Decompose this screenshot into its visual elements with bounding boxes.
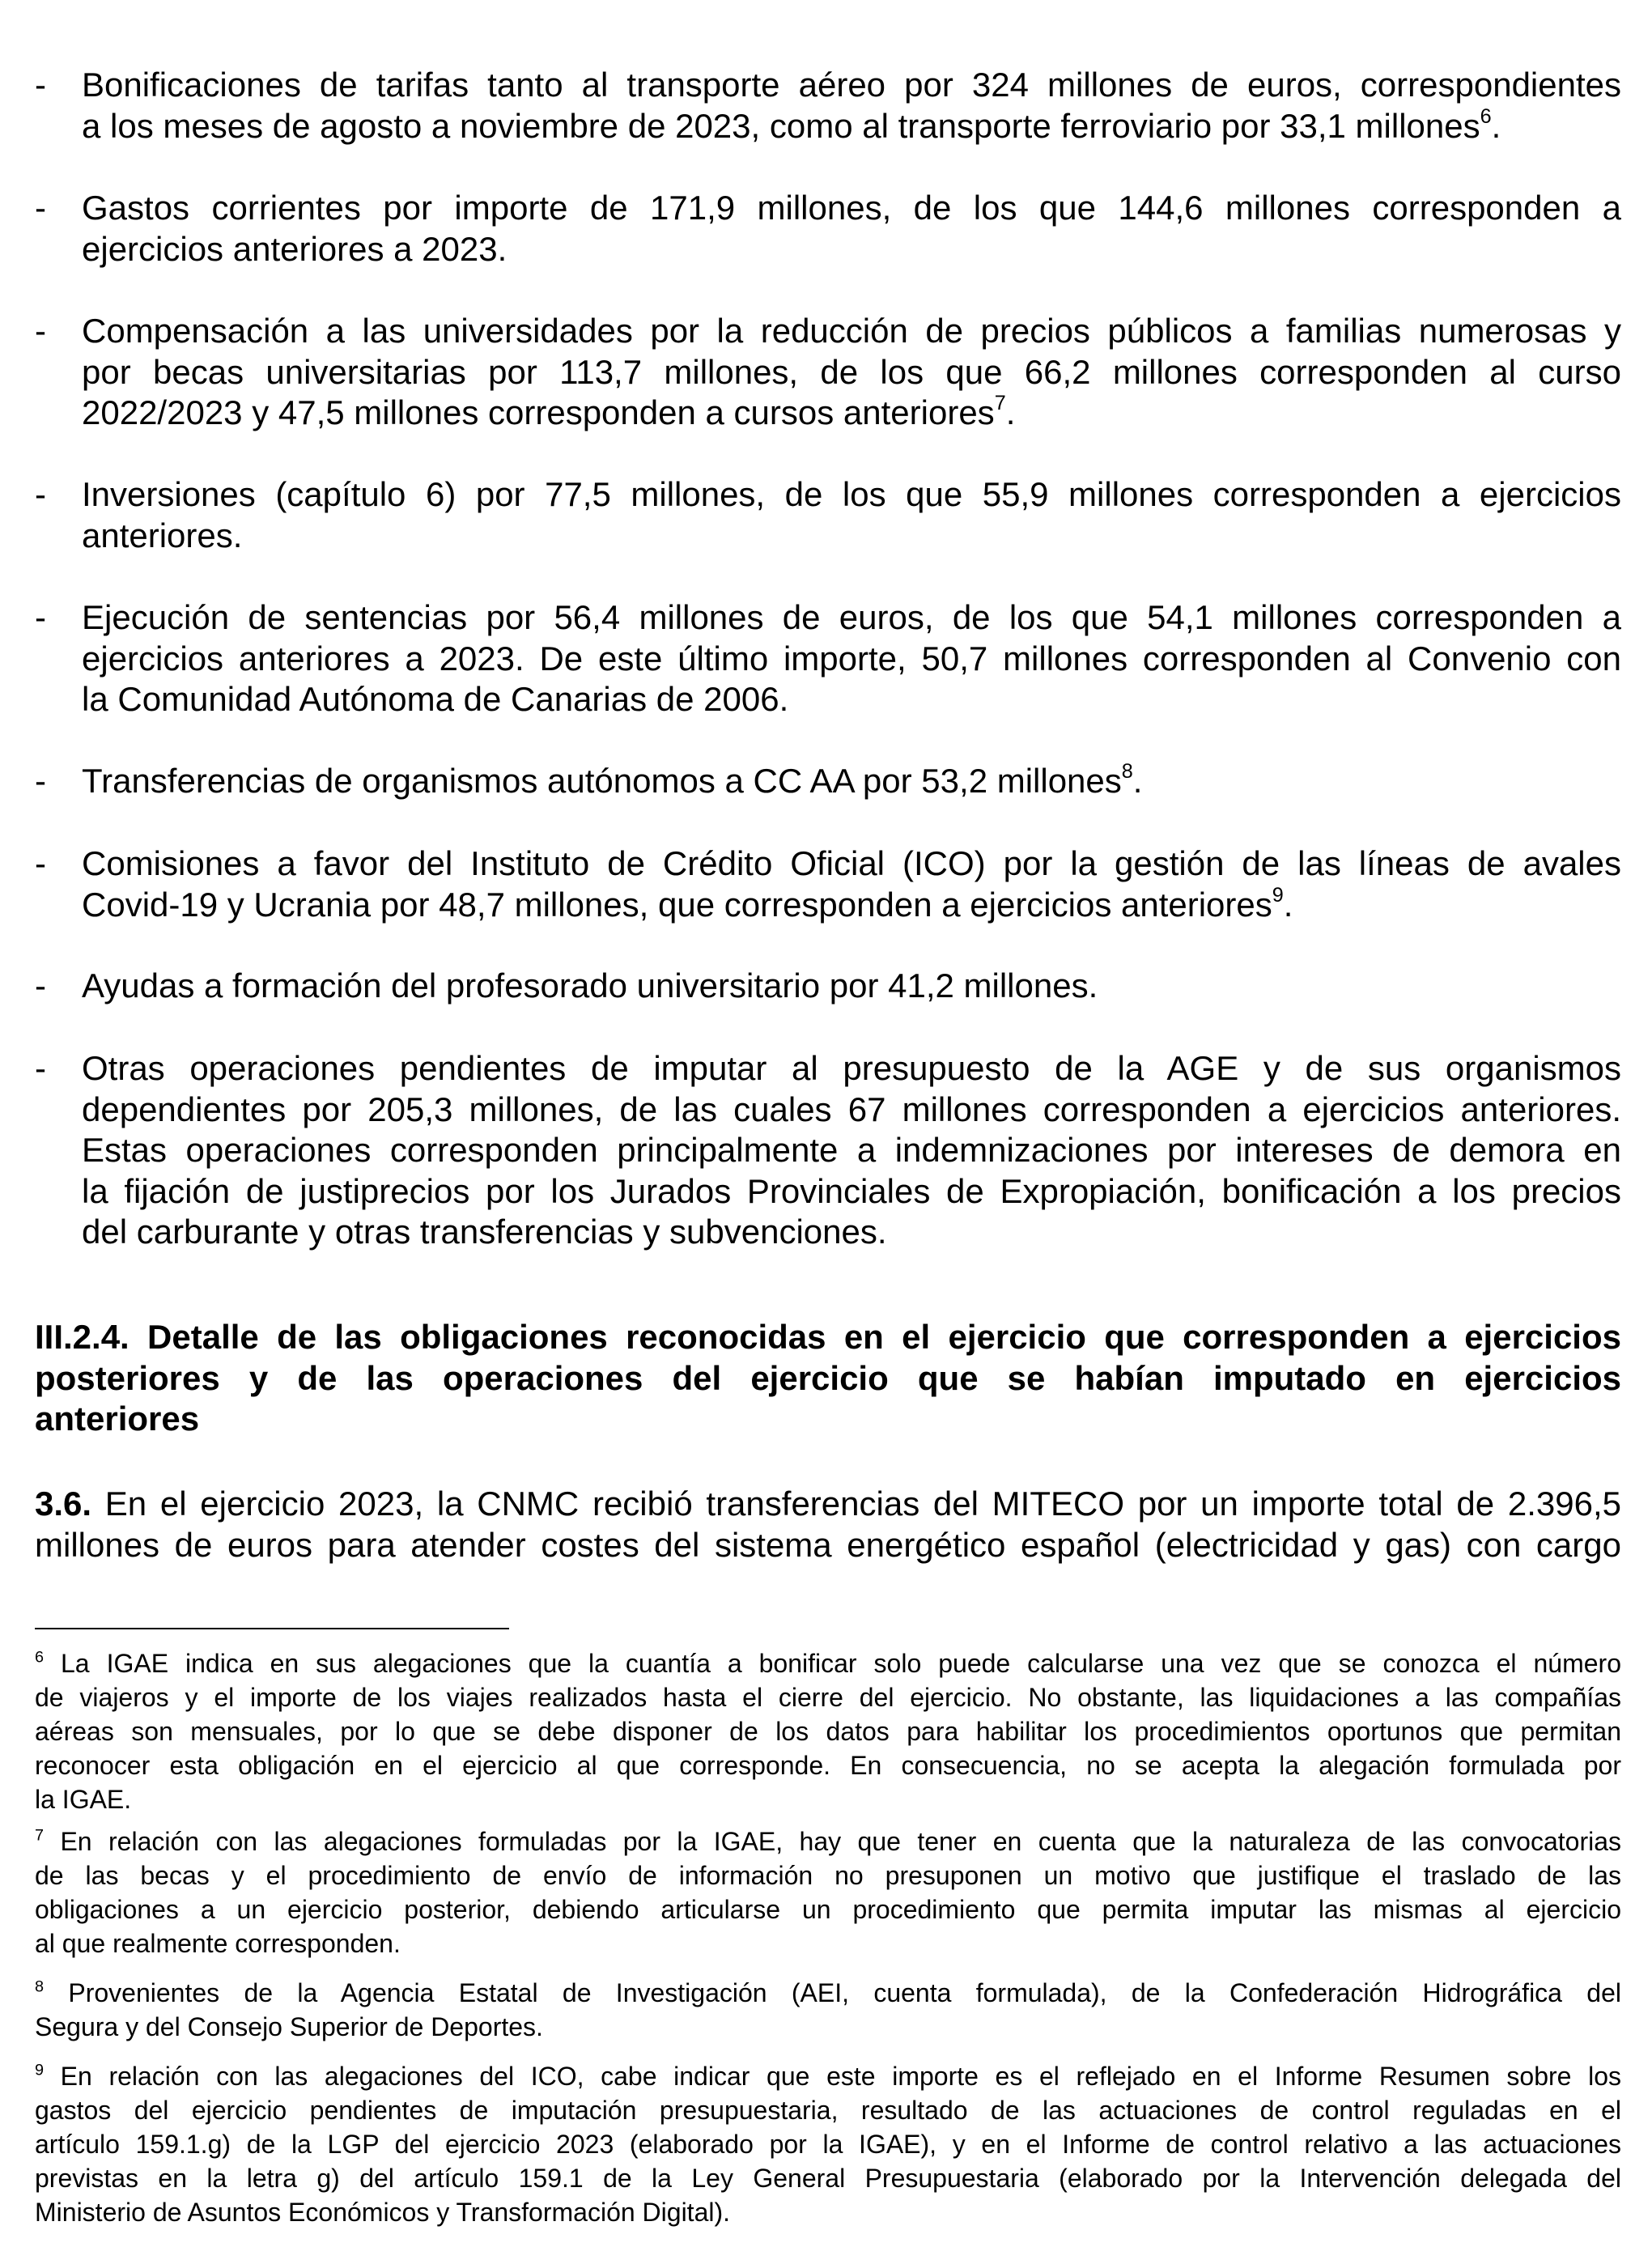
text-fragment: a los meses de agosto a noviembre de 2023, como al transporte ferroviario por 33,1 millones [82,106,1480,145]
heading-line: anteriores [35,1400,200,1438]
text-line [82,761,1621,802]
text-fragment: 2022/2023 y 47,5 millones corresponden a cursos anteriores [82,393,995,432]
text-line: del carburante y otras transferencias y subvenciones. [82,1213,887,1251]
bullet-dash: - [35,475,46,513]
footnote-line [35,1824,1621,1858]
footnote-line: artículo 159.1.g) de la LGP del ejercicio 2023 (elaborado por la IGAE), y en el Informe de control relativo a las actuaciones [35,2130,1621,2159]
footnote-line: de las becas y el procedimiento de envío de información no presuponen un motivo que justifique el traslado de las [35,1861,1621,1890]
bullet-dash: - [35,966,46,1005]
footnote-line [35,2059,1621,2093]
text-fragment: La IGAE indica en sus alegaciones que la cuantía a bonificar solo puede calcularse una vez que se conozca el número [44,1649,1621,1678]
text-line: Ejecución de sentencias por 56,4 millones de euros, de los que 54,1 millones corresponden a [82,598,1621,636]
footnote-line [35,1976,1621,2010]
text-line: Ayudas a formación del profesorado universitario por 41,2 millones. [82,966,1098,1005]
text-line [82,106,1621,147]
text-line: Otras operaciones pendientes de imputar al presupuesto de la AGE y de sus organismos [82,1049,1621,1087]
paragraph-3-6 [35,1484,1621,1565]
footnote-line: al que realmente corresponden. [35,1929,401,1958]
text-line: Compensación a las universidades por la reducción de precios públicos a familias numerosas y [82,312,1621,350]
text-fragment: . [1005,393,1016,432]
footnote-6 [35,1646,1621,1816]
bullet-dash: - [35,762,46,800]
footnote-separator [35,1628,509,1629]
text-line: la fijación de justiprecios por los Jurados Provinciales de Expropiación, bonificación a los precios [82,1171,1621,1210]
footnote-reference-8[interactable]: 8 [1121,759,1133,783]
footnote-number: 9 [35,2061,45,2079]
footnote-line: aéreas son mensuales, por lo que se debe disponer de los datos para habilitar los procedimientos oportunos que permitan [35,1717,1621,1746]
footnote-line: obligaciones a un ejercicio posterior, debiendo articularse un procedimiento que permita imputar las mismas al ejercicio [35,1895,1621,1924]
text-line: millones de euros para atender costes del sistema energético español (electricidad y gas) con cargo [35,1525,1621,1564]
bullet-dash: - [35,844,46,882]
text-fragment: En relación con las alegaciones del ICO, cabe indicar que este importe es el reflejado en el Informe Resumen sobre los [44,2062,1621,2091]
text-line: Inversiones (capítulo 6) por 77,5 millones, de los que 55,9 millones corresponden a ejercicios [82,475,1621,513]
bullet-dash: - [35,1049,46,1087]
section-heading [35,1317,1621,1440]
text-fragment: Covid-19 y Ucrania por 48,7 millones, que corresponden a ejercicios anteriores [82,885,1272,924]
text-line: ejercicios anteriores a 2023. [82,229,507,268]
bullet-dash: - [35,312,46,350]
footnote-8 [35,1976,1621,2044]
footnote-9 [35,2059,1621,2229]
bullet-dash: - [35,66,46,104]
text-fragment: En el ejercicio 2023, la CNMC recibió transferencias del MITECO por un importe total de 2.396,5 [91,1485,1621,1523]
footnote-line: Ministerio de Asuntos Económicos y Transformación Digital). [35,2198,731,2227]
text-line [35,1484,1621,1525]
footnote-line: la IGAE. [35,1785,132,1814]
footnote-line: previstas en la letra g) del artículo 159.1 de la Ley General Presupuestaria (elaborado por la Intervención delegada del [35,2164,1621,2193]
text-line: por becas universitarias por 113,7 millones, de los que 66,2 millones corresponden al curso [82,352,1621,391]
text-fragment: Transferencias de organismos autónomos a CC AA por 53,2 millones [82,762,1122,800]
footnote-line: de viajeros y el importe de los viajes realizados hasta el cierre del ejercicio. No obstante, las liquidaciones a las compañías [35,1683,1621,1712]
text-line: Comisiones a favor del Instituto de Crédito Oficial (ICO) por la gestión de las líneas de avales [82,844,1621,882]
paragraph-number: 3.6. [35,1485,92,1523]
footnote-7 [35,1824,1621,1960]
text-line [82,393,1621,434]
text-line: ejercicios anteriores a 2023. De este último importe, 50,7 millones corresponden al Convenio con [82,639,1621,677]
text-fragment: . [1283,885,1293,924]
heading-line: posteriores y de las operaciones del ejercicio que se habían imputado en ejercicios [35,1358,1621,1397]
text-line [82,885,1621,926]
footnote-number: 7 [35,1826,45,1845]
footnote-line: gastos del ejercicio pendientes de imputación presupuestaria, resultado de las actuaciones de control reguladas en el [35,2096,1621,2125]
footnote-reference-6[interactable]: 6 [1480,104,1492,128]
footnote-line [35,1646,1621,1680]
text-fragment: En relación con las alegaciones formuladas por la IGAE, hay que tener en cuenta que la naturaleza de las convocatorias [44,1827,1621,1856]
footnote-line: reconocer esta obligación en el ejercicio al que corresponde. En consecuencia, no se acepta la alegación formulada por [35,1751,1621,1780]
text-fragment: . [1491,106,1501,145]
text-line: Gastos corrientes por importe de 171,9 millones, de los que 144,6 millones corresponden a [82,189,1621,227]
text-fragment: . [1132,762,1143,800]
text-line: Estas operaciones corresponden principalmente a indemnizaciones por intereses de demora en [82,1131,1621,1170]
footnote-line: Segura y del Consejo Superior de Deportes. [35,2012,543,2041]
text-line: anteriores. [82,516,243,554]
bullet-dash: - [35,598,46,636]
text-line: dependientes por 205,3 millones, de las cuales 67 millones corresponden a ejercicios anteriores. [82,1090,1621,1128]
heading-line: III.2.4. Detalle de las obligaciones reconocidas en el ejercicio que corresponden a ejercicios [35,1318,1621,1356]
text-line: Bonificaciones de tarifas tanto al transporte aéreo por 324 millones de euros, correspondientes [82,66,1621,104]
footnote-reference-7[interactable]: 7 [994,392,1006,415]
footnote-number: 6 [35,1648,45,1667]
text-line: la Comunidad Autónoma de Canarias de 2006. [82,680,789,719]
footnote-number: 8 [35,1977,45,1996]
footnote-reference-9[interactable]: 9 [1272,883,1284,907]
bullet-dash: - [35,189,46,227]
text-fragment: Provenientes de la Agencia Estatal de Investigación (AEI, cuenta formulada), de la Confederación Hidrográfica del [44,1978,1621,2007]
